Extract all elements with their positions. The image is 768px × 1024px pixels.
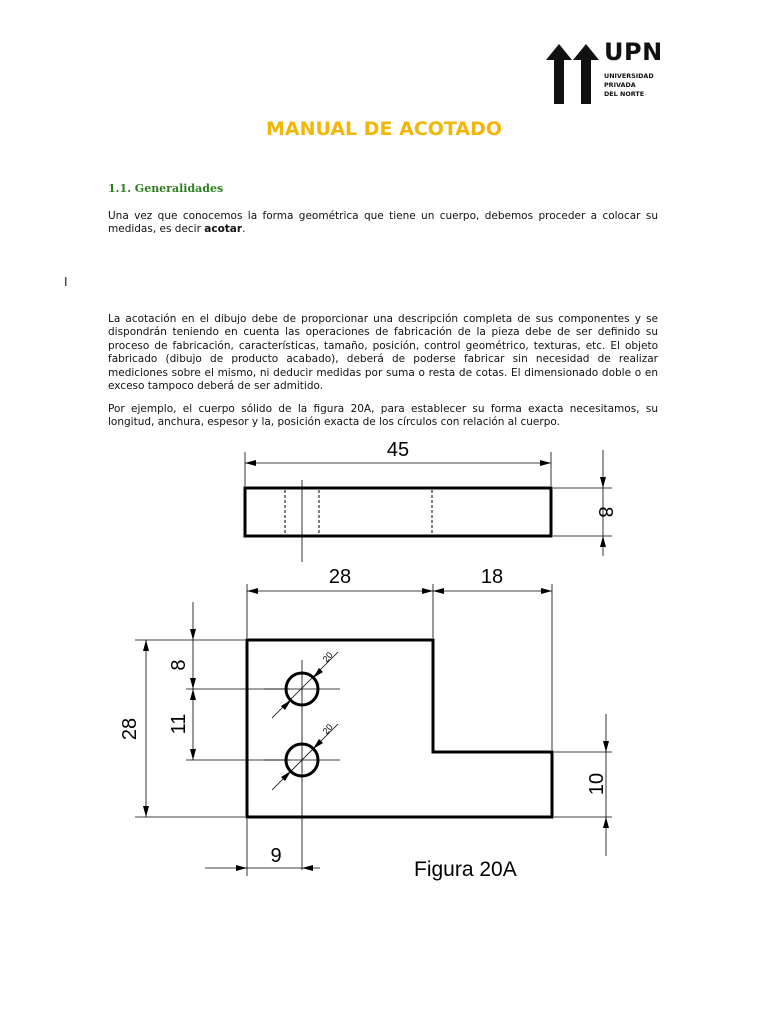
technical-drawing-figure	[100, 430, 660, 890]
paragraph-example: Por ejemplo, el cuerpo sólido de la figura 20A, para establecer su forma exacta necesitamos, su longitud, anchura, espesor y la, posición exacta de los círculos con relación al cuerpo.	[108, 403, 658, 429]
dim-text-28-height: 28	[119, 717, 141, 741]
figure-caption: Figura 20A	[414, 858, 517, 881]
dim-text-8-offset: 8	[168, 659, 190, 671]
paragraph-intro-end: .	[242, 223, 246, 236]
logo-line-2: PRIVADA	[604, 81, 636, 89]
paragraph-intro-text: Una vez que conocemos la forma geométrica que tiene un cuerpo, debemos proceder a colocar su medidas, es decir	[108, 210, 658, 236]
text-cursor-icon: I	[64, 275, 68, 289]
paragraph-acotacion: La acotación en el dibujo debe de proporcionar una descripción completa de sus componentes y se dispondrán teniendo en cuenta las operaciones de fabricación de la pieza debe de ser definido su proceso de fabricación, características, tamaño, posición, control geométrico, texturas, etc. El objeto fabricado (dibujo de producto acabado), deberá de poderse fabricar sin necesidad de realizar mediciones sobre el mismo, ni deducir medidas por suma o resta de cotas. El dimensionado doble o en exceso tampoco deberá de ser admitido.	[108, 313, 658, 393]
upn-logo	[546, 40, 666, 104]
dim-text-hole-dia-2: 20	[320, 722, 335, 737]
section-heading: 1.1. Generalidades	[108, 182, 224, 195]
dim-text-11: 11	[168, 713, 190, 735]
logo-line-1: UNIVERSIDAD	[604, 72, 654, 80]
logo-brand: UPN	[604, 38, 663, 66]
upn-arrow-mark-icon	[546, 40, 600, 104]
document-title: MANUAL DE ACOTADO	[265, 118, 503, 140]
paragraph-intro	[108, 210, 658, 237]
logo-subtitle	[604, 72, 654, 99]
dim-text-28-width: 28	[328, 566, 352, 588]
logo-line-3: DEL NORTE	[604, 90, 645, 98]
dim-text-18: 18	[480, 566, 504, 588]
dim-text-45: 45	[386, 439, 410, 461]
paragraph-intro-bold: acotar	[204, 223, 243, 236]
front-view-outline	[247, 640, 552, 817]
top-view-outline	[245, 488, 551, 536]
dim-text-10: 10	[586, 772, 608, 796]
dim-text-9: 9	[270, 845, 282, 867]
dim-text-8-top: 8	[594, 506, 616, 518]
dim-text-hole-dia-1: 20	[320, 650, 335, 665]
